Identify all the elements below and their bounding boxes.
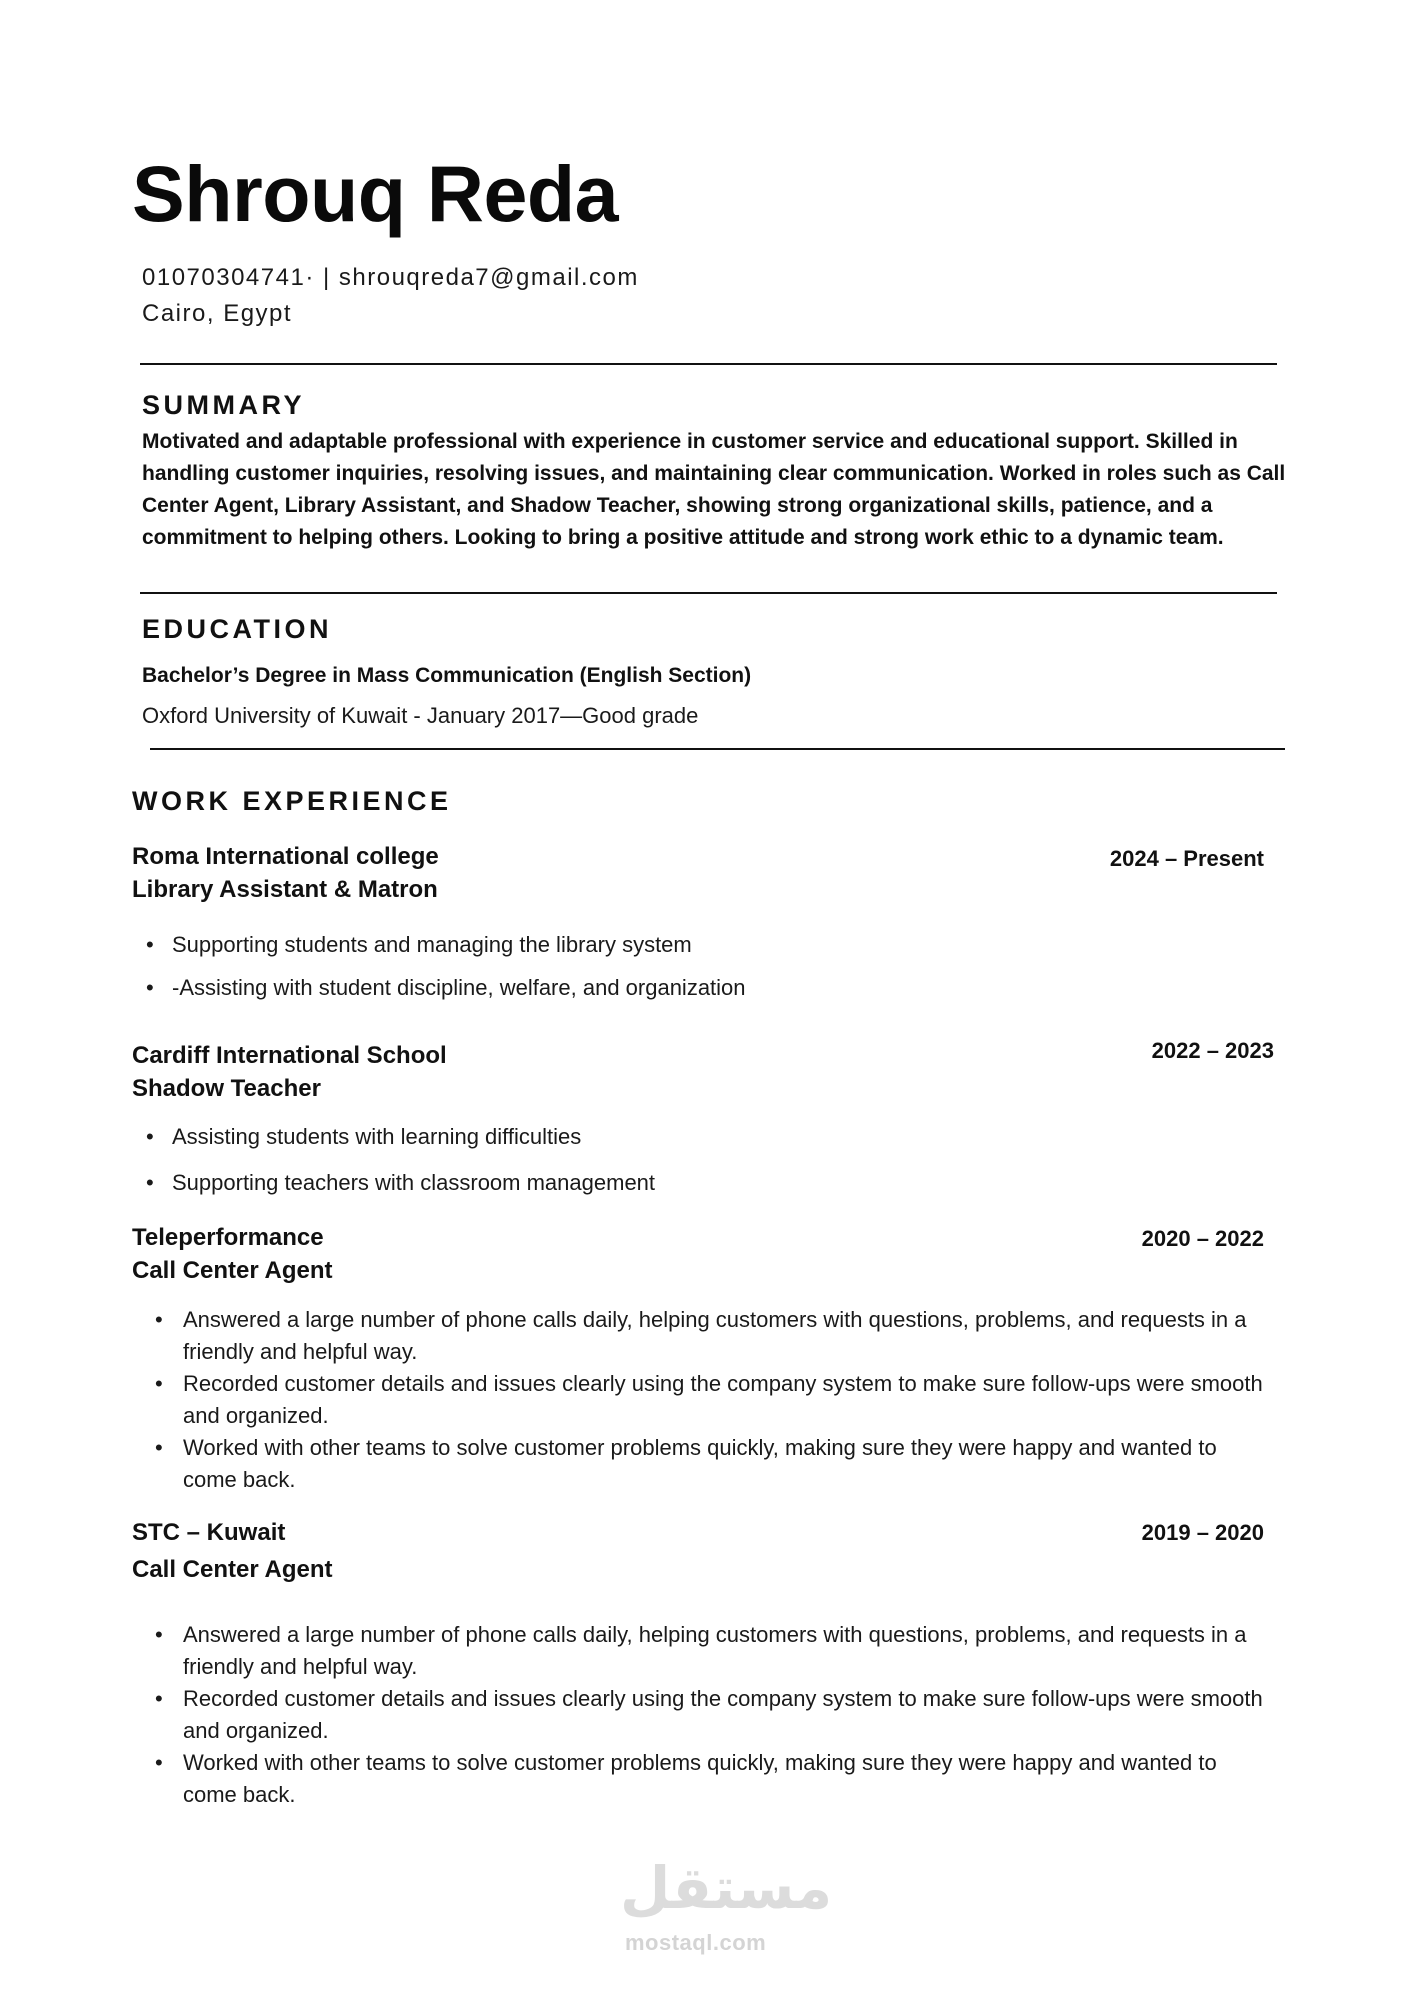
bullet-text: Worked with other teams to solve customer problems quickly, making sure they were happy and wanted to come back. xyxy=(183,1435,1217,1492)
work-experience-heading: WORK EXPERIENCE xyxy=(132,786,452,816)
divider xyxy=(140,363,1277,365)
bullet-text: Answered a large number of phone calls daily, helping customers with questions, problems, and requests in a friendly and helpful way. xyxy=(183,1307,1247,1364)
resume-name: Shrouq Reda xyxy=(132,149,619,238)
list-item xyxy=(155,1304,1275,1368)
bullet-icon: • xyxy=(155,1686,163,1711)
location: Cairo, Egypt xyxy=(142,300,293,327)
bullet-icon: • xyxy=(146,932,154,957)
divider xyxy=(150,748,1285,750)
bullet-text: Recorded customer details and issues clearly using the company system to make sure follow-ups were smooth and organized. xyxy=(183,1371,1263,1428)
list-item xyxy=(155,1432,1275,1496)
job-company: Cardiff International School xyxy=(132,1042,447,1069)
education-heading: EDUCATION xyxy=(142,614,332,644)
job-role: Call Center Agent xyxy=(132,1556,333,1583)
bullet-text: Worked with other teams to solve customer problems quickly, making sure they were happy and wanted to come back. xyxy=(183,1750,1217,1807)
bullet-text: Supporting teachers with classroom management xyxy=(172,1170,656,1195)
list-item xyxy=(155,1619,1275,1683)
list-item xyxy=(146,972,1146,1004)
job-company: Teleperformance xyxy=(132,1224,324,1251)
bullet-icon: • xyxy=(146,975,154,1000)
bullet-text: Assisting students with learning difficulties xyxy=(172,1124,582,1149)
list-item xyxy=(146,1121,1146,1153)
watermark-site: mostaql.com xyxy=(625,1930,767,1955)
bullet-icon: • xyxy=(146,1170,154,1195)
job-role: Library Assistant & Matron xyxy=(132,876,438,903)
list-item xyxy=(155,1683,1275,1747)
job-company: Roma International college xyxy=(132,843,439,870)
bullet-text: Supporting students and managing the library system xyxy=(172,932,692,957)
job-dates: 2024 – Present xyxy=(1109,846,1264,871)
job-company: STC – Kuwait xyxy=(132,1519,286,1546)
bullet-text: Answered a large number of phone calls daily, helping customers with questions, problems, and requests in a friendly and helpful way. xyxy=(183,1622,1247,1679)
bullet-text: -Assisting with student discipline, welfare, and organization xyxy=(172,975,746,1000)
job-dates: 2019 – 2020 xyxy=(1141,1520,1264,1545)
bullet-icon: • xyxy=(155,1750,163,1775)
watermark-logo: مستقل xyxy=(620,1856,833,1921)
list-item xyxy=(155,1368,1275,1432)
job-dates: 2022 – 2023 xyxy=(1151,1038,1274,1063)
summary-text: Motivated and adaptable professional with experience in customer service and educational support. Skilled in handling customer inquiries, resolving issues, and maintaining clear communication. Worked in roles such as Call Center Agent, Library Assistant, and Shadow Teacher, showing strong organizational skills, patience, and a commitment to helping others. Looking to bring a positive attitude and strong work ethic to a dynamic team. xyxy=(142,430,1286,549)
list-item xyxy=(155,1747,1275,1811)
job-role: Call Center Agent xyxy=(132,1257,333,1284)
divider xyxy=(140,592,1277,594)
bullet-icon: • xyxy=(146,1124,154,1149)
list-item xyxy=(146,929,1146,961)
bullet-text: Recorded customer details and issues clearly using the company system to make sure follow-ups were smooth and organized. xyxy=(183,1686,1263,1743)
summary-heading: SUMMARY xyxy=(142,390,305,420)
contact-line: 01070304741· | shrouqreda7@gmail.com xyxy=(142,264,639,291)
job-role: Shadow Teacher xyxy=(132,1075,321,1102)
bullet-icon: • xyxy=(155,1435,163,1460)
education-details: Oxford University of Kuwait - January 2017—Good grade xyxy=(142,703,699,728)
job-dates: 2020 – 2022 xyxy=(1141,1226,1264,1251)
bullet-icon: • xyxy=(155,1371,163,1396)
list-item xyxy=(146,1167,1146,1199)
education-degree: Bachelor’s Degree in Mass Communication (English Section) xyxy=(142,664,752,687)
bullet-icon: • xyxy=(155,1622,163,1647)
bullet-icon: • xyxy=(155,1307,163,1332)
